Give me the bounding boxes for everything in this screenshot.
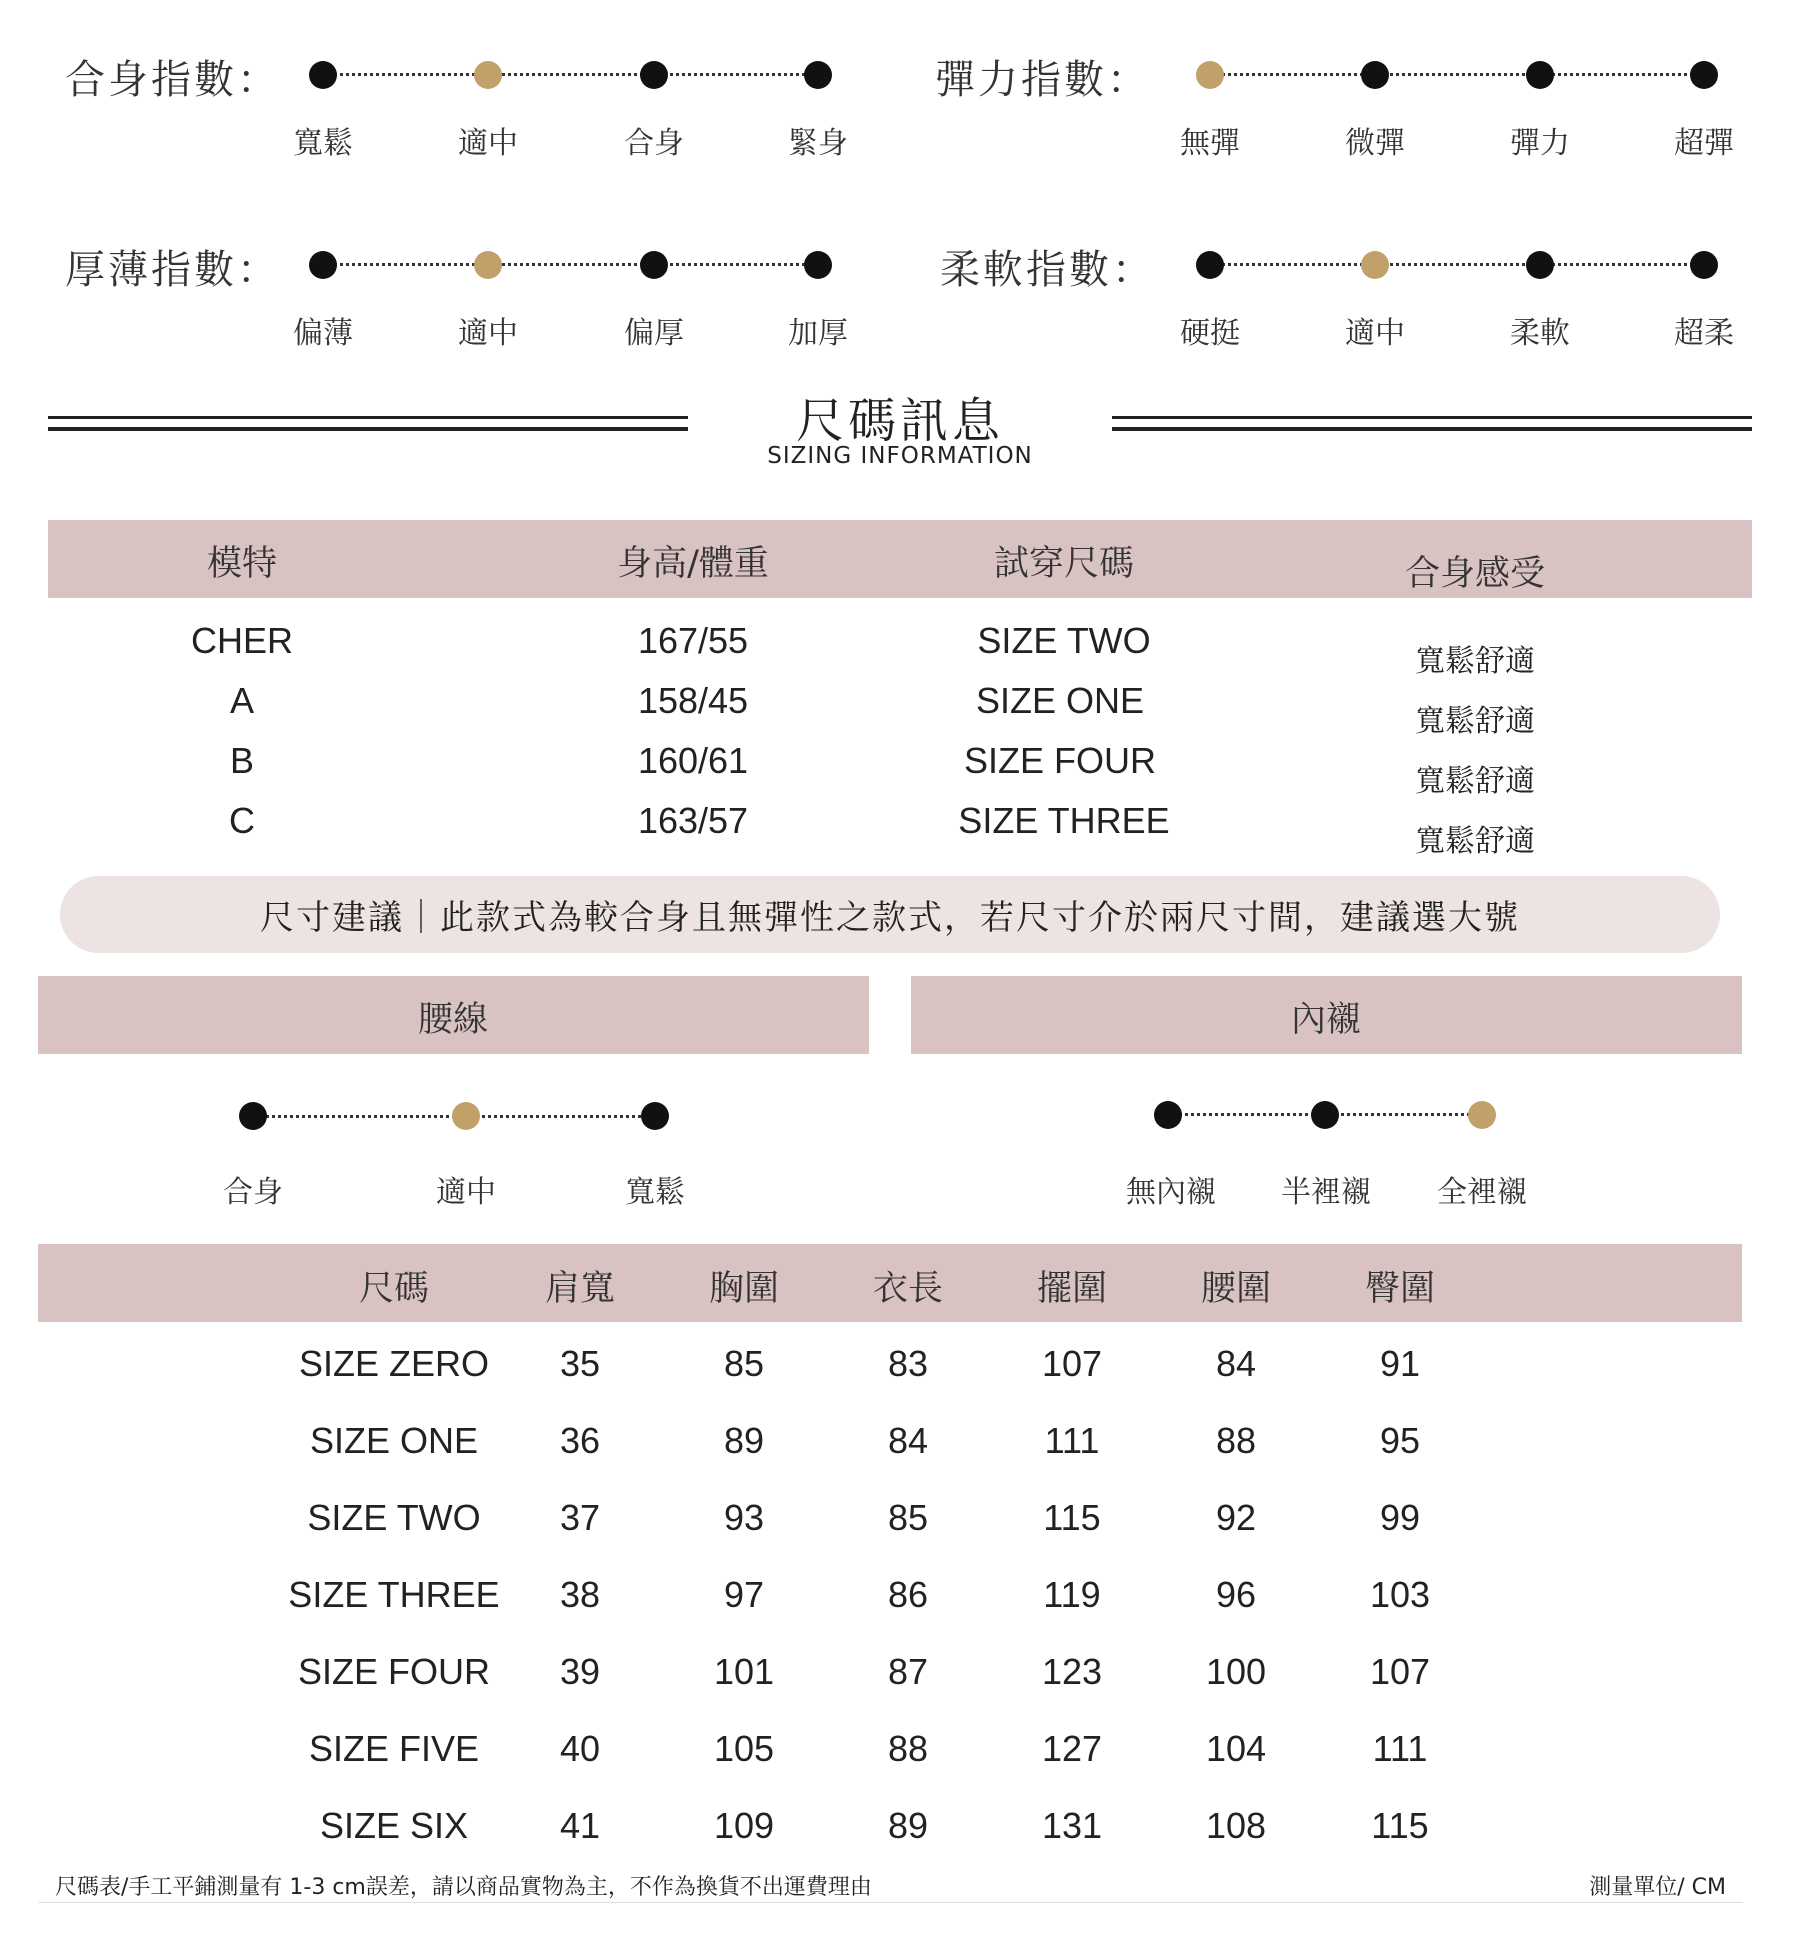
thickness-index-label: 厚薄指數： [65, 247, 280, 293]
size-value-cell: 83 [887, 1343, 929, 1384]
model-cell: A [229, 680, 255, 721]
size-value-cell: 36 [559, 1420, 601, 1461]
size-value-cell: 87 [887, 1651, 929, 1692]
thickness-option: 偏薄 [293, 316, 353, 351]
fit-index-track [322, 73, 817, 76]
waist-option: 合身 [223, 1175, 283, 1210]
stretch-option: 超彈 [1674, 126, 1734, 161]
size-value-cell: 93 [723, 1497, 765, 1538]
model-cell: SIZE FOUR [963, 740, 1157, 781]
thickness-option: 適中 [458, 316, 518, 351]
fit-index-label: 合身指數： [65, 57, 280, 103]
size-value-cell: 103 [1369, 1574, 1431, 1615]
waist-option: 寬鬆 [625, 1175, 685, 1210]
size-value-cell: 89 [723, 1420, 765, 1461]
size-value-cell: 111 [1044, 1420, 1100, 1461]
stretch-index-dot [1526, 61, 1554, 89]
fit-option: 寬鬆 [293, 126, 353, 161]
title-divider-left [48, 416, 688, 419]
size-name-cell: SIZE THREE [288, 1574, 500, 1615]
fit-index-dot [474, 61, 502, 89]
size-value-cell: 88 [1215, 1420, 1257, 1461]
softness-index-dot [1361, 251, 1389, 279]
model-cell: 寬鬆舒適 [1415, 644, 1535, 679]
softness-index-dot [1690, 251, 1718, 279]
size-value-cell: 115 [1371, 1805, 1429, 1846]
waist-option: 適中 [436, 1175, 496, 1210]
size-value-cell: 123 [1041, 1651, 1103, 1692]
thickness-index-dot [804, 251, 832, 279]
size-value-cell: 84 [887, 1420, 929, 1461]
model-cell: SIZE ONE [975, 680, 1145, 721]
softness-option: 適中 [1345, 316, 1405, 351]
model-cell: 寬鬆舒適 [1415, 824, 1535, 859]
size-value-cell: 107 [1041, 1343, 1103, 1384]
model-cell: B [229, 740, 255, 781]
model-cell: CHER [190, 620, 294, 661]
thickness-index-dot [474, 251, 502, 279]
waist-dot [641, 1102, 669, 1130]
stretch-index-dot [1361, 61, 1389, 89]
softness-option: 柔軟 [1510, 316, 1570, 351]
model-cell: 160/61 [637, 740, 749, 781]
model-header-cell: 合身感受 [1404, 554, 1546, 594]
model-header-cell: 身高/體重 [617, 544, 769, 584]
lining-title: 內襯 [1290, 1000, 1362, 1040]
size-value-cell: 100 [1205, 1651, 1267, 1692]
thickness-option: 偏厚 [624, 316, 684, 351]
lining-dot [1311, 1101, 1339, 1129]
stretch-index-track [1210, 73, 1705, 76]
model-cell: 寬鬆舒適 [1415, 704, 1535, 739]
size-header-cell: 臀圍 [1364, 1269, 1436, 1309]
stretch-option: 無彈 [1180, 126, 1240, 161]
model-cell: C [229, 800, 255, 841]
size-header-cell: 尺碼 [358, 1269, 430, 1309]
size-header-cell: 胸圍 [708, 1269, 780, 1309]
fit-index-dot [309, 61, 337, 89]
size-name-cell: SIZE ZERO [298, 1343, 490, 1384]
size-value-cell: 111 [1372, 1728, 1428, 1769]
lining-option: 無內襯 [1126, 1175, 1216, 1210]
size-value-cell: 104 [1205, 1728, 1267, 1769]
size-value-cell: 97 [723, 1574, 765, 1615]
size-value-cell: 92 [1215, 1497, 1257, 1538]
size-name-cell: SIZE TWO [307, 1497, 481, 1538]
size-header-cell: 肩寬 [544, 1269, 616, 1309]
size-value-cell: 127 [1041, 1728, 1103, 1769]
model-cell: 167/55 [637, 620, 749, 661]
size-value-cell: 109 [713, 1805, 775, 1846]
size-value-cell: 89 [887, 1805, 929, 1846]
size-name-cell: SIZE SIX [319, 1805, 469, 1846]
size-value-cell: 119 [1043, 1574, 1101, 1615]
waist-title: 腰線 [417, 1000, 489, 1040]
stretch-option: 微彈 [1345, 126, 1405, 161]
size-value-cell: 84 [1215, 1343, 1257, 1384]
thickness-index-track [322, 263, 817, 266]
size-advice-banner [60, 876, 1720, 953]
stretch-index-dot [1196, 61, 1224, 89]
thickness-option: 加厚 [788, 316, 848, 351]
footer-divider [38, 1902, 1743, 1903]
softness-index-dot [1526, 251, 1554, 279]
size-header-cell: 腰圍 [1200, 1269, 1272, 1309]
thickness-index-dot [309, 251, 337, 279]
size-header-cell: 衣長 [872, 1269, 944, 1309]
size-value-cell: 41 [559, 1805, 601, 1846]
size-value-cell: 85 [887, 1497, 929, 1538]
fit-index-dot [804, 61, 832, 89]
thickness-index-dot [640, 251, 668, 279]
size-name-cell: SIZE FOUR [297, 1651, 491, 1692]
size-name-cell: SIZE ONE [309, 1420, 479, 1461]
size-value-cell: 86 [887, 1574, 929, 1615]
size-advice-text: 尺寸建議｜此款式為較合身且無彈性之款式，若尺寸介於兩尺寸間，建議選大號 [260, 898, 1520, 938]
sizing-subtitle: SIZING INFORMATION [767, 443, 1033, 469]
size-value-cell: 88 [887, 1728, 929, 1769]
measurement-note: 尺碼表/手工平鋪測量有 1-3 cm誤差，請以商品實物為主，不作為換貨不出運費理由 [55, 1875, 872, 1900]
softness-option: 硬挺 [1180, 316, 1240, 351]
size-value-cell: 107 [1369, 1651, 1431, 1692]
title-divider-right [1112, 416, 1752, 419]
size-value-cell: 108 [1205, 1805, 1267, 1846]
stretch-index-dot [1690, 61, 1718, 89]
fit-index-dot [640, 61, 668, 89]
fit-option: 緊身 [788, 126, 848, 161]
stretch-option: 彈力 [1510, 126, 1570, 161]
waist-dot [239, 1102, 267, 1130]
size-value-cell: 85 [723, 1343, 765, 1384]
model-cell: 寬鬆舒適 [1415, 764, 1535, 799]
size-value-cell: 91 [1379, 1343, 1421, 1384]
size-name-cell: SIZE FIVE [308, 1728, 480, 1769]
model-header-cell: 模特 [206, 544, 278, 584]
stretch-index-label: 彈力指數： [935, 57, 1150, 103]
measurement-unit: 測量單位/ CM [1589, 1875, 1726, 1900]
lining-dot [1468, 1101, 1496, 1129]
sizing-title: 尺碼訊息 [795, 393, 1005, 449]
size-value-cell: 101 [713, 1651, 775, 1692]
softness-index-track [1210, 263, 1705, 266]
waist-dot [452, 1102, 480, 1130]
softness-index-label: 柔軟指數： [940, 247, 1155, 293]
size-value-cell: 105 [713, 1728, 775, 1769]
size-value-cell: 38 [559, 1574, 601, 1615]
size-value-cell: 39 [559, 1651, 601, 1692]
lining-option: 全裡襯 [1437, 1175, 1527, 1210]
model-cell: SIZE THREE [958, 800, 1170, 841]
size-value-cell: 40 [559, 1728, 601, 1769]
model-cell: SIZE TWO [977, 620, 1151, 661]
softness-option: 超柔 [1674, 316, 1734, 351]
size-value-cell: 131 [1041, 1805, 1103, 1846]
size-value-cell: 96 [1215, 1574, 1257, 1615]
model-header-cell: 試穿尺碼 [993, 544, 1135, 584]
size-value-cell: 99 [1379, 1497, 1421, 1538]
fit-option: 合身 [624, 126, 684, 161]
model-cell: 158/45 [637, 680, 749, 721]
size-value-cell: 35 [559, 1343, 601, 1384]
size-header-cell: 擺圍 [1036, 1269, 1108, 1309]
lining-dot [1154, 1101, 1182, 1129]
size-value-cell: 95 [1379, 1420, 1421, 1461]
model-cell: 163/57 [637, 800, 749, 841]
softness-index-dot [1196, 251, 1224, 279]
size-value-cell: 37 [559, 1497, 601, 1538]
size-value-cell: 115 [1043, 1497, 1101, 1538]
fit-option: 適中 [458, 126, 518, 161]
lining-option: 半裡襯 [1281, 1175, 1371, 1210]
